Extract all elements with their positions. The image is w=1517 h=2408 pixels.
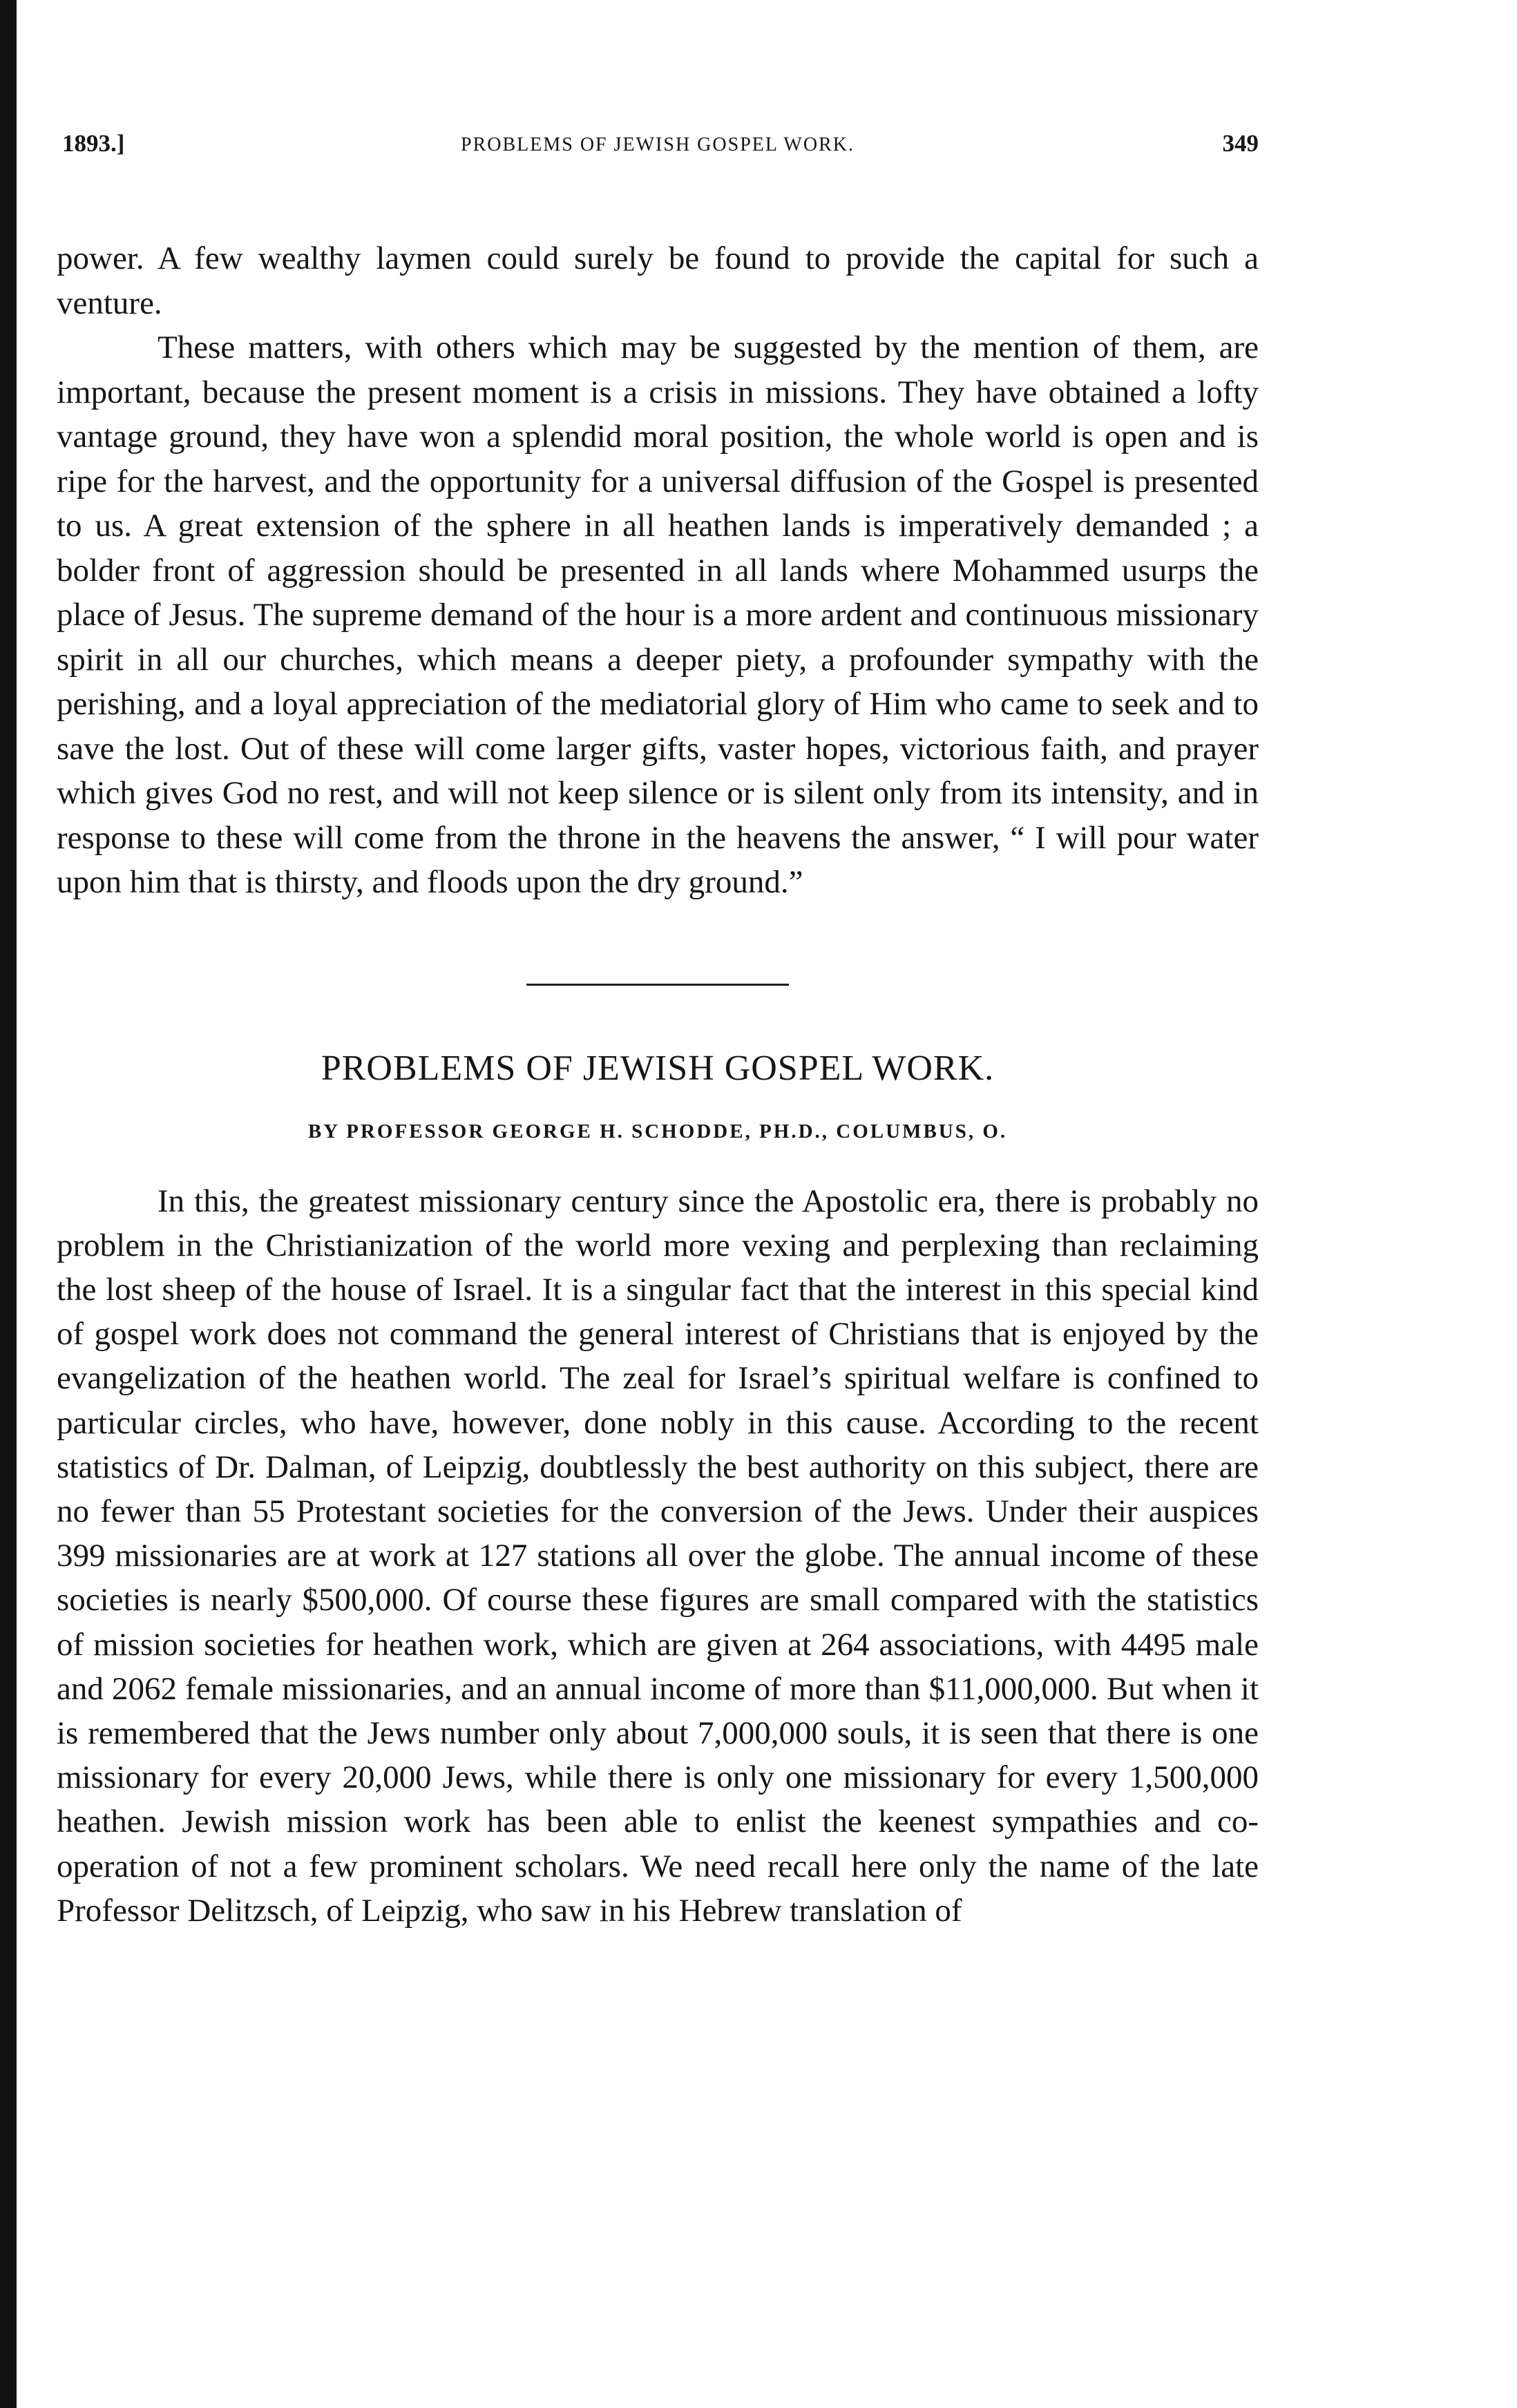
previous-article-text — [57, 236, 1259, 905]
article-title: PROBLEMS OF JEWISH GOSPEL WORK. — [321, 1048, 995, 1088]
page-edge-bar — [0, 0, 17, 2408]
article-byline: BY PROFESSOR GEORGE H. SCHODDE, PH.D., COLUMBUS, O. — [307, 1120, 1008, 1143]
running-head-title: PROBLEMS OF JEWISH GOSPEL WORK. — [461, 134, 855, 155]
article-body — [57, 1179, 1259, 1933]
paragraph: In this, the greatest missionary century since the Apostolic era, there is probably no problem in the Christianization of the world more vexing and perplexing than reclaiming the lost sheep of the house of Israel. It is a singular fact that the interest in this special kind of gospel work does not command the general interest of Christians that is enjoyed by the evangelization of the heathen world. The zeal for Israel’s spiritual welfare is confined to particular circles, who have, however, done nobly in this cause. According to the recent statistics of Dr. Dalman, of Leipzig, doubtlessly the best authority on this subject, there are no fewer than 55 Protestant societies for the conversion of the Jews. Under their auspices 399 missionaries are at work at 127 stations all over the globe. The annual income of these societies is nearly $500,000. Of course these figures are small compared with the statistics of mission societies for heathen work, which are given at 264 associations, with 4495 male and 2062 female missionaries, and an annual income of more than $11,000,000. But when it is remembered that the Jews number only about 7,000,000 souls, it is seen that there is one missionary for every 20,000 Jews, while there is only one missionary for every 1,500,000 heathen. Jewish mission work has been able to enlist the keenest sympathies and co-operation of not a few prominent scholars. We need recall here only the name of the late Professor Delitzsch, of Leipzig, who saw in his Hebrew translation of — [57, 1183, 1259, 1929]
page-number: 349 — [1222, 130, 1259, 157]
page — [57, 111, 1259, 1933]
paragraph: These matters, with others which may be suggested by the mention of them, are important, because the present moment is a crisis in missions. They have obtained a lofty vantage ground, they have won a splendid moral position, the whole world is open and is ripe for the harvest, and the opportunity for a universal diffusion of the Gospel is presented to us. A great extension of the sphere in all heathen lands is imperatively demanded ; a bolder front of aggression should be presented in all lands where Mohammed usurps the place of Jesus. The supreme demand of the hour is a more ardent and continuous missionary spirit in all our churches, which means a deeper piety, a profounder sympathy with the perishing, and a loyal appreciation of the mediatorial glory of Him who came to seek and to save the lost. Out of these will come larger gifts, vaster hopes, victorious faith, and prayer which gives God no rest, and will not keep silence or is silent only from its intensity, and in response to these will come from the throne in the heavens the answer, “ I will pour water upon him that is thirsty, and floods upon the dry ground.” — [57, 329, 1259, 900]
running-head — [57, 111, 1259, 160]
section-divider — [526, 984, 789, 986]
paragraph-continued: power. A few wealthy laymen could surely be found to provide the capital for such a venture. — [57, 240, 1259, 321]
running-head-year: 1893.] — [62, 130, 125, 157]
